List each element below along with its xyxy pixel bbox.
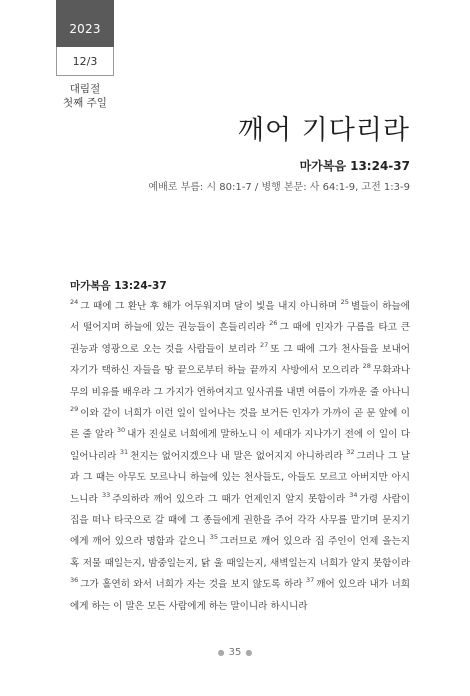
verse-number: 34 xyxy=(349,490,358,499)
date-label: 12/3 xyxy=(72,54,98,68)
verse-text: 그러나 그 날과 그 때는 아무도 모르나니 하늘에 있는 천사들도, 아들도 모르고 아버지만 아시느니라 xyxy=(70,450,411,505)
verse-text: 그 때에 인자가 구름을 타고 큰 권능과 영광으로 오는 것을 사람들이 보리라 xyxy=(70,322,410,355)
verse-text: 별들이 하늘에서 떨어지며 하늘에 있는 권능들이 흔들리리라 xyxy=(70,301,411,334)
page-footer xyxy=(0,647,470,658)
verse-number: 31 xyxy=(119,447,129,456)
season-line-2: 첫째 주일 xyxy=(63,97,107,109)
passage-heading: 마가복음 13:24-37 xyxy=(70,280,167,292)
verse-text: 가령 사람이 집을 떠나 타국으로 갈 때에 그 종들에게 권한을 주어 각각 사무를 맡기며 문지기에게 깨어 있으라 명함과 같으니 xyxy=(70,493,410,548)
verse-number: 25 xyxy=(340,298,349,306)
bullet-icon: ● xyxy=(217,648,225,657)
main-scripture-reference: 마가복음 13:24-37 xyxy=(299,159,410,173)
verse-number: 29 xyxy=(70,405,79,414)
liturgical-season xyxy=(56,82,114,110)
verse-number: 35 xyxy=(209,533,219,542)
verse-text: 무화과나무의 비유를 배우라 그 가지가 연하여지고 잎사귀를 내면 여름이 가까운 줄 아나니 xyxy=(70,365,410,398)
verse-text: 깨어 있으라 내가 너희에게 하는 이 말은 모든 사람에게 하는 말이니라 하시니라 xyxy=(70,579,410,612)
verse-number: 32 xyxy=(346,447,355,456)
scripture-passage xyxy=(70,296,410,617)
verse-number: 30 xyxy=(116,426,126,435)
year-label: 2023 xyxy=(69,22,101,36)
verse-number: 24 xyxy=(70,298,79,306)
verse-number: 37 xyxy=(305,576,315,585)
page-number: 35 xyxy=(228,647,242,658)
verse-number: 28 xyxy=(362,362,371,371)
verse-text: 주의하라 깨어 있으라 그 때가 언제인지 알지 못함이라 xyxy=(112,493,350,505)
verse-text: 그가 홀연히 와서 너희가 자는 것을 보지 않도록 하라 xyxy=(80,579,306,591)
date-tab xyxy=(56,47,114,76)
verse-text: 천지는 없어지겠으나 내 말은 없어지지 아니하리라 xyxy=(130,450,347,462)
season-line-1: 대림절 xyxy=(69,83,101,95)
bullet-icon: ● xyxy=(245,648,253,657)
verse-text: 내가 진실로 너희에게 말하노니 이 세대가 지나가기 전에 이 일이 다 일어나리라 xyxy=(70,429,410,462)
verse-number: 27 xyxy=(259,340,269,349)
year-tab xyxy=(56,0,114,47)
sermon-title: 깨어 기다리라 xyxy=(237,115,410,146)
verse-text: 이와 같이 너희가 이런 일이 일어나는 것을 보거든 인자가 가까이 곧 문 앞에 이른 줄 알라 xyxy=(70,408,410,441)
verse-text: 또 그 때에 그가 천사들을 보내어 자기가 택하신 자들을 땅 끝으로부터 하늘 끝까지 사방에서 모으리라 xyxy=(70,343,410,377)
verse-text: 그 때에 그 환난 후 해가 어두워지며 달이 빛을 내지 아니하며 xyxy=(80,301,341,312)
related-readings: 예배로 부름: 시 80:1-7 / 병행 본문: 사 64:1-9, 고전 1:3-9 xyxy=(148,182,410,193)
verse-number: 26 xyxy=(269,319,278,328)
verse-number: 36 xyxy=(70,576,79,585)
verse-text: 그러므로 깨어 있으라 집 주인이 언제 올는지 혹 저물 때일는지, 밤중일는지, 닭 울 때일는지, 새벽일는지 너희가 알지 못함이라 xyxy=(70,536,410,569)
verse-number: 33 xyxy=(101,490,111,499)
